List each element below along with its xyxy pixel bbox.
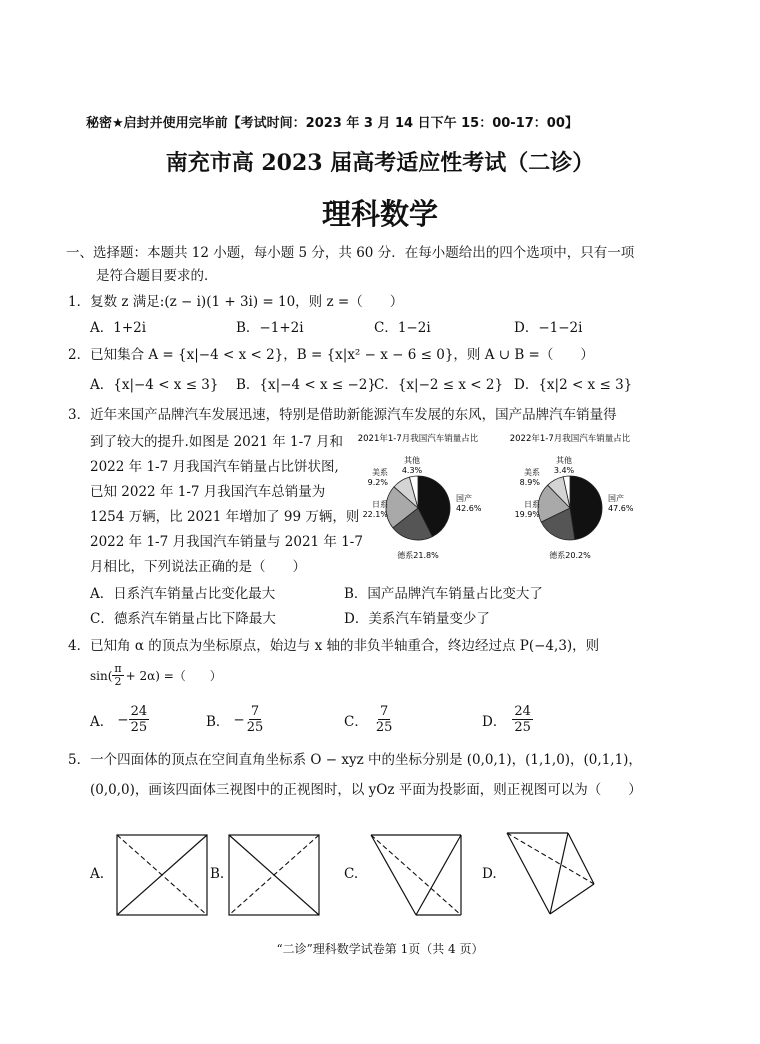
question-2-option-c: C．{x|−2 ≤ x < 2} (374, 377, 504, 393)
q4-b-num: 7 (250, 704, 260, 719)
fig-c-dashed-diagonal (371, 835, 461, 915)
section-line-2: 是符合题目要求的． (96, 268, 218, 284)
pie-2021-label-dexi: 德系21.8% (397, 551, 439, 560)
pie-charts (344, 428, 644, 568)
fig-c-left-slant (371, 835, 416, 915)
q4-b-den: 25 (246, 720, 264, 735)
question-1-option-c: C．1−2i (374, 320, 431, 336)
q4-expr-suffix: + 2α) =（ ） (125, 669, 222, 683)
question-3-option-a: A．日系汽车销量占比变化最大 (90, 586, 276, 602)
question-1-option-d: D．−1−2i (514, 320, 583, 336)
q4-expr-prefix: sin( (90, 668, 113, 683)
question-4-option-a (90, 704, 149, 735)
question-5-option-d-label: D. (482, 866, 497, 882)
question-3-option-c: C．德系汽车销量占比下降最大 (90, 611, 276, 627)
pie-2021-label-meixi: 美系 9.2% (367, 468, 388, 487)
q4-d-frac (512, 704, 533, 735)
question-3-option-d: D．美系汽车销量变少了 (344, 611, 490, 627)
q4-b-sign: − (233, 711, 245, 728)
question-5-figure-c (370, 834, 462, 916)
question-3-line-5: 1254 万辆，比 2021 年增加了 99 万辆，则 (90, 509, 360, 525)
q4-a-letter: A． (90, 713, 114, 730)
question-5-figure-a (116, 834, 208, 916)
question-1-option-a: A．1+2i (90, 320, 147, 336)
pie-2022-title: 2022年1-7月我国汽车销量占比 (509, 434, 631, 444)
question-5-figure-b (228, 834, 320, 916)
q4-expr-den: 2 (114, 675, 122, 688)
section-line-1: 一、选择题：本题共 12 小题，每小题 5 分，共 60 分．在每小题给出的四个选项中，只有一项 (66, 245, 635, 261)
exam-title: 南充市高 2023 届高考适应性考试（二诊） (165, 150, 595, 176)
page-footer: “二诊”理科数学试卷第 1页（共 4 页） (276, 942, 484, 956)
pie-2022-label-qita: 其他 3.4% (553, 456, 575, 475)
fig-c-inner-solid (416, 835, 461, 915)
q4-d-num: 24 (514, 704, 531, 719)
q4-expr-num: π (114, 662, 122, 675)
question-3-option-b: B．国产品牌汽车销量占比变大了 (344, 586, 543, 602)
question-3-line-1: 3．近年来国产品牌汽车发展迅速，特别是借助新能源汽车发展的东风，国产品牌汽车销量得 (68, 407, 617, 423)
question-3-line-6: 2022 年 1-7 月我国汽车销量与 2021 年 1-7 (90, 534, 363, 550)
q4-c-frac (374, 704, 395, 735)
question-4-option-c (344, 704, 394, 735)
q4-a-frac (129, 704, 150, 735)
question-4-option-d (482, 704, 533, 735)
pie-2022-slice-guochan (570, 476, 602, 540)
q4-b-frac (245, 704, 266, 735)
question-4-option-b (206, 704, 265, 735)
question-5-figure-d (506, 832, 598, 916)
question-5-option-b-label: B. (210, 866, 225, 882)
pie-2022-label-dexi: 德系20.2% (549, 551, 591, 560)
question-2-stem: 2．已知集合 A = {x|−4 < x < 2}，B = {x|x² − x − 6 ≤ 0}，则 A ∪ B =（ ） (68, 347, 594, 363)
q4-b-letter: B． (206, 713, 230, 730)
q4-expr-fraction (112, 663, 123, 688)
question-5-option-a-label: A. (90, 866, 105, 882)
pie-2022-label-guochan: 国产 47.6% (608, 494, 634, 513)
fig-d-right-upper (568, 833, 594, 884)
q4-c-letter: C． (344, 713, 368, 730)
q4-a-den: 25 (130, 720, 148, 735)
q4-a-num: 24 (130, 704, 148, 719)
question-3-line-2: 到了较大的提升.如图是 2021 年 1-7 月和 (90, 434, 344, 450)
pie-chart-2022 (510, 433, 634, 560)
question-4-expression (90, 663, 222, 688)
question-5-line-1: 5．一个四面体的顶点在空间直角坐标系 O − xyz 中的坐标分别是 (0,0,1)，(1,1,0)，(0,1,1)， (68, 752, 642, 768)
question-1-stem: 1．复数 z 满足:(z − i)(1 + 3i) = 10，则 z =（ ） (68, 294, 404, 310)
q4-a-sign: − (117, 711, 129, 728)
pie-2021-label-rixi: 日系 22.1% (362, 500, 388, 519)
question-5-option-c-label: C. (344, 866, 359, 882)
question-4-stem: 4．已知角 α 的顶点为坐标原点，始边与 x 轴的非负半轴重合，终边经过点 P(−4,3)，则 (68, 638, 600, 654)
question-2-option-d: D．{x|2 < x ≤ 3} (514, 377, 633, 393)
fig-d-right-lower (550, 884, 594, 914)
q4-d-den: 25 (514, 720, 531, 735)
question-2-option-a: A．{x|−4 < x ≤ 3} (90, 377, 219, 393)
question-5-line-2: (0,0,0)，画该四面体三视图中的正视图时，以 yOz 平面为投影面，则正视图可以为（ ） (90, 782, 642, 798)
pie-2021-label-qita: 其他 4.3% (401, 456, 423, 475)
q4-d-letter: D． (482, 713, 507, 730)
confidential-notice: 秘密★启封并使用完毕前【考试时间：2023 年 3 月 14 日下午 15：00-17：00】 (86, 116, 578, 131)
fig-d-inner-solid (550, 833, 568, 914)
question-3-line-4: 已知 2022 年 1-7 月我国汽车总销量为 (90, 484, 326, 500)
q4-c-num: 7 (379, 704, 389, 719)
pie-2021-label-guochan: 国产 42.6% (456, 494, 482, 513)
section-instructions (66, 242, 634, 288)
question-2-option-b: B．{x|−4 < x ≤ −2} (236, 377, 376, 393)
question-1-option-b: B．−1+2i (236, 320, 304, 336)
pie-chart-2021 (358, 433, 482, 560)
subject-title: 理科数学 (321, 197, 438, 231)
pie-2021-title: 2021年1-7月我国汽车销量占比 (357, 434, 479, 444)
q4-c-den: 25 (375, 720, 393, 735)
question-3-line-3: 2022 年 1-7 月我国汽车销量占比饼状图, (90, 459, 339, 475)
pie-2022-label-rixi: 日系 19.9% (514, 500, 540, 519)
question-3-line-7: 月相比，下列说法正确的是（ ） (90, 559, 306, 575)
pie-2022-label-meixi: 美系 8.9% (519, 468, 540, 487)
